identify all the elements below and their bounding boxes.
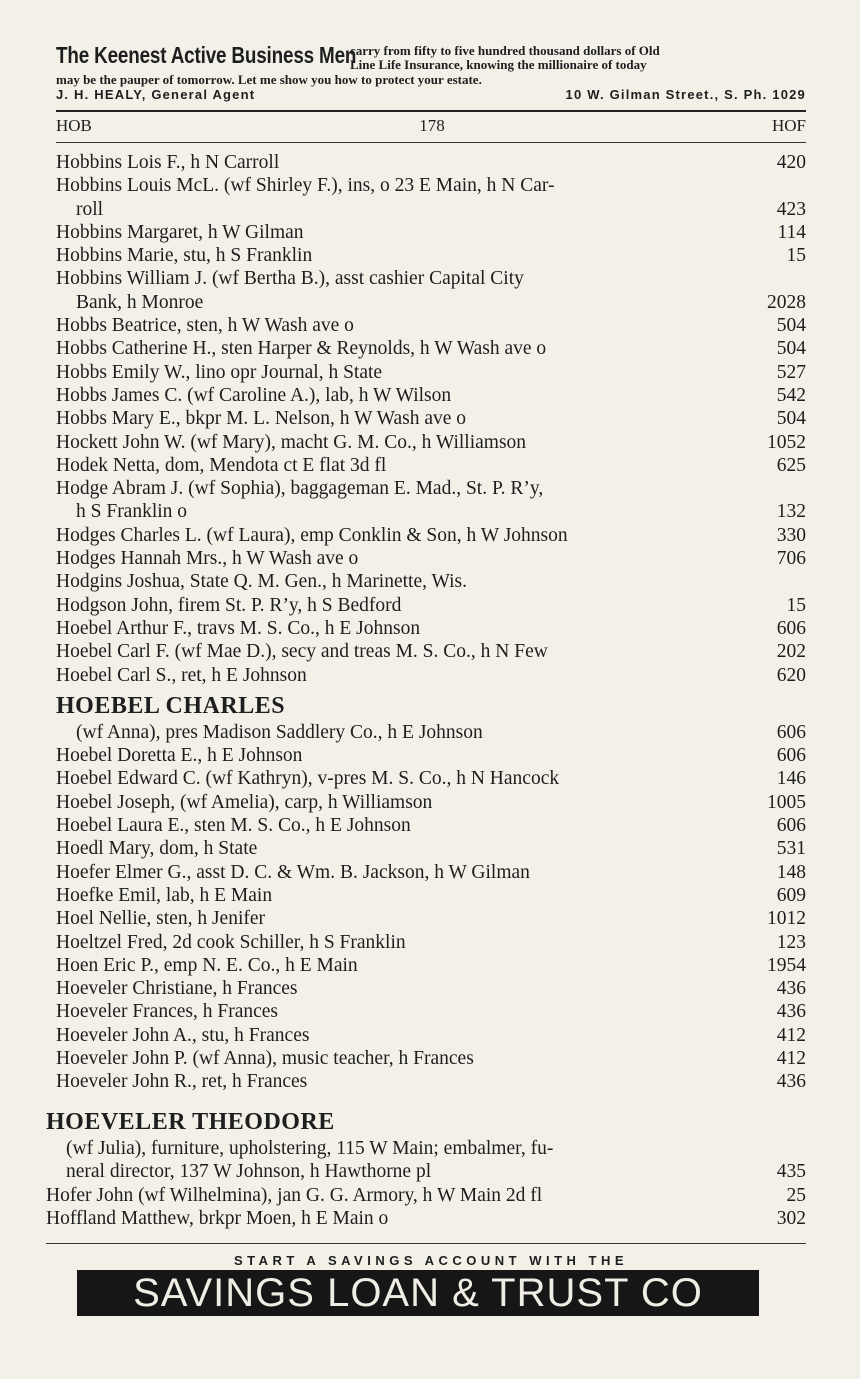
running-head-rule: [56, 142, 806, 143]
header-advertisement: [56, 40, 806, 103]
directory-entry: [46, 1207, 806, 1230]
entry-number: 504: [776, 338, 806, 360]
entry-text: Hodgins Joshua, State Q. M. Gen., h Marinette, Wis.: [56, 571, 468, 593]
entry-number: 1954: [767, 954, 806, 976]
entry-text: Hobbins Marie, stu, h S Franklin: [56, 245, 313, 267]
directory-entry: [56, 721, 806, 744]
directory-entry: [56, 931, 806, 954]
directory-entry: [56, 384, 806, 407]
entry-number: 706: [776, 548, 806, 570]
ad-text-line-2: Line Life Insurance, knowing the millionaire of today: [350, 57, 647, 72]
entry-number: 15: [786, 245, 806, 267]
entry-text: Hodek Netta, dom, Mendota ct E flat 3d fl: [56, 454, 387, 476]
entry-text: Hobbs Mary E., bkpr M. L. Nelson, h W Wash ave o: [56, 408, 467, 430]
directory-entry: [56, 1024, 806, 1047]
directory-entry: [56, 744, 806, 767]
footer-ad-banner-text: SAVINGS LOAN & TRUST CO: [133, 1270, 703, 1315]
directory-entry: [46, 1137, 806, 1160]
directory-heading: [56, 687, 806, 721]
guide-word-right: HOF: [771, 116, 806, 135]
entry-number: 15: [786, 594, 806, 616]
entry-text: Hoedl Mary, dom, h State: [56, 838, 258, 860]
entry-text: Hoebel Doretta E., h E Johnson: [56, 745, 303, 767]
directory-entries: [56, 151, 806, 1094]
directory-entry: [46, 1184, 806, 1207]
directory-entry: [56, 977, 806, 1000]
entry-text: Hoffland Matthew, brkpr Moen, h E Main o: [46, 1207, 389, 1229]
directory-entry: [56, 198, 806, 221]
directory-entry: [56, 570, 806, 593]
entry-number: 436: [776, 1071, 806, 1093]
entry-number: 531: [776, 838, 806, 860]
entry-text: Hodges Hannah Mrs., h W Wash ave o: [56, 548, 359, 570]
entry-number: 504: [776, 408, 806, 430]
entry-number: 435: [776, 1161, 806, 1183]
directory-entry: [56, 1047, 806, 1070]
entry-number: 412: [776, 1047, 806, 1069]
entry-text: Hoen Eric P., emp N. E. Co., h E Main: [56, 954, 358, 976]
ad-slogan: The Keenest Active Business Men: [56, 42, 357, 68]
entry-text: Hobbins William J. (wf Bertha B.), asst cashier Capital City: [56, 268, 524, 290]
entry-number: 146: [776, 768, 806, 790]
directory-entry: [56, 291, 806, 314]
entry-text: Bank, h Monroe: [76, 291, 204, 313]
entry-number: 412: [776, 1024, 806, 1046]
entry-text: Hockett John W. (wf Mary), macht G. M. Co., h Williamson: [56, 431, 527, 453]
entry-number: 527: [776, 361, 806, 383]
directory-entry: [56, 500, 806, 523]
entry-number: 609: [776, 884, 806, 906]
directory-entry: [56, 244, 806, 267]
directory-entry: [56, 954, 806, 977]
entry-text: Hoeveler Frances, h Frances: [56, 1001, 278, 1023]
entry-text: Hoefer Elmer G., asst D. C. & Wm. B. Jackson, h W Gilman: [56, 861, 530, 883]
directory-entry: [56, 1000, 806, 1023]
entry-number: 1005: [767, 791, 806, 813]
entry-number: 606: [776, 745, 806, 767]
entry-number: 148: [776, 861, 806, 883]
entry-text: Hodges Charles L. (wf Laura), emp Conklin & Son, h W Johnson: [56, 524, 568, 546]
running-head: [56, 116, 806, 136]
entry-text: Hoeveler John A., stu, h Frances: [56, 1024, 310, 1046]
footer-rule: [46, 1243, 806, 1244]
entry-text: h S Franklin o: [76, 501, 188, 523]
entry-text: Hobbins Lois F., h N Carroll: [56, 152, 280, 173]
entry-number: 25: [786, 1184, 806, 1206]
entry-number: 123: [776, 931, 806, 953]
entry-text: Hoebel Laura E., sten M. S. Co., h E Johnson: [56, 815, 411, 837]
entry-text: Hoel Nellie, sten, h Jenifer: [56, 908, 266, 930]
directory-entry: [56, 361, 806, 384]
entry-number: 330: [776, 524, 806, 546]
directory-entry: [56, 407, 806, 430]
directory-entry: [56, 884, 806, 907]
entry-text: Hoeveler John R., ret, h Frances: [56, 1071, 308, 1093]
entry-text: Hofer John (wf Wilhelmina), jan G. G. Armory, h W Main 2d fl: [46, 1184, 543, 1206]
ad-address: 10 W. Gilman Street., S. Ph. 1029: [565, 87, 806, 102]
entry-number: 420: [776, 152, 806, 173]
directory-entry: [56, 221, 806, 244]
entry-number: 132: [776, 501, 806, 523]
entry-number: 202: [776, 641, 806, 663]
entry-text: Hobbins Louis McL. (wf Shirley F.), ins, o 23 E Main, h N Car-: [56, 175, 555, 197]
entry-number: 606: [776, 617, 806, 639]
entry-text: neral director, 137 W Johnson, h Hawthorne pl: [66, 1161, 432, 1183]
directory-entry: [56, 524, 806, 547]
page-number: 178: [419, 116, 445, 135]
entry-number: 625: [776, 454, 806, 476]
directory-entry: [56, 767, 806, 790]
footer-ad-tagline: START A SAVINGS ACCOUNT WITH THE: [233, 1253, 629, 1268]
directory-entry: [56, 174, 806, 197]
header-rule: [56, 110, 806, 112]
entry-number: 606: [776, 721, 806, 743]
entry-number: 436: [776, 978, 806, 1000]
entry-text: Hobbs James C. (wf Caroline A.), lab, h W Wilson: [56, 384, 452, 406]
entry-number: 1052: [767, 431, 806, 453]
guide-word-left: HOB: [56, 116, 92, 135]
entry-text: Hoebel Joseph, (wf Amelia), carp, h Williamson: [56, 791, 433, 813]
entry-text: HOEVELER THEODORE: [46, 1109, 335, 1135]
entry-text: Hobbins Margaret, h W Gilman: [56, 221, 304, 243]
ad-agent: J. H. HEALY, General Agent: [56, 87, 256, 102]
entry-text: roll: [76, 198, 104, 220]
entry-number: 436: [776, 1001, 806, 1023]
directory-entry: [56, 1070, 806, 1093]
directory-entry: [56, 791, 806, 814]
entry-number: 606: [776, 815, 806, 837]
entry-number: 423: [776, 198, 806, 220]
directory-entry: [56, 337, 806, 360]
entry-text: Hoeveler Christiane, h Frances: [56, 978, 298, 1000]
entry-text: Hobbs Catherine H., sten Harper & Reynolds, h W Wash ave o: [56, 338, 547, 360]
directory-entry: [56, 431, 806, 454]
directory-entry: [56, 640, 806, 663]
entry-text: Hoebel Carl S., ret, h E Johnson: [56, 664, 307, 686]
directory-entry: [56, 314, 806, 337]
entry-text: Hobbs Emily W., lino opr Journal, h State: [56, 361, 383, 383]
entry-number: 302: [776, 1207, 806, 1229]
directory-entry: [56, 664, 806, 687]
entry-number: 1012: [767, 908, 806, 930]
entry-text: Hoebel Arthur F., travs M. S. Co., h E Johnson: [56, 617, 421, 639]
ad-text-line-3: may be the pauper of tomorrow. Let me show you how to protect your estate.: [56, 72, 482, 87]
entry-number: 620: [776, 664, 806, 686]
entry-text: Hoebel Carl F. (wf Mae D.), secy and treas M. S. Co., h N Few: [56, 641, 548, 663]
entry-number: 542: [776, 384, 806, 406]
entry-text: Hoebel Edward C. (wf Kathryn), v-pres M. S. Co., h N Hancock: [56, 768, 560, 790]
entry-number: 504: [776, 315, 806, 337]
entry-text: Hoeveler John P. (wf Anna), music teacher, h Frances: [56, 1047, 474, 1069]
directory-entry: [56, 617, 806, 640]
entry-text: HOEBEL CHARLES: [56, 692, 286, 719]
directory-entry: [56, 151, 806, 174]
entry-text: Hoefke Emil, lab, h E Main: [56, 884, 273, 906]
entry-text: Hoeltzel Fred, 2d cook Schiller, h S Franklin: [56, 931, 406, 953]
ad-text-line-1: carry from fifty to five hundred thousand dollars of Old: [350, 43, 660, 58]
directory-entry: [56, 477, 806, 500]
directory-entry: [56, 907, 806, 930]
directory-entry: [56, 861, 806, 884]
directory-entry: [56, 547, 806, 570]
directory-entry: [46, 1160, 806, 1183]
directory-entry: [56, 267, 806, 290]
entry-number: 114: [777, 221, 806, 243]
directory-entry: [56, 454, 806, 477]
entry-text: Hodge Abram J. (wf Sophia), baggageman E. Mad., St. P. R’y,: [56, 478, 544, 500]
entry-text: Hobbs Beatrice, sten, h W Wash ave o: [56, 315, 354, 337]
directory-entries-continued: [46, 1103, 806, 1230]
entry-text: Hodgson John, firem St. P. R’y, h S Bedford: [56, 594, 402, 616]
directory-entry: [56, 594, 806, 617]
directory-entry: [56, 814, 806, 837]
directory-heading: [46, 1103, 806, 1137]
entry-text: (wf Anna), pres Madison Saddlery Co., h E Johnson: [76, 721, 483, 743]
entry-number: 2028: [767, 291, 806, 313]
footer-ad-banner: [77, 1270, 759, 1316]
entry-text: (wf Julia), furniture, upholstering, 115 W Main; embalmer, fu-: [66, 1138, 554, 1159]
directory-entry: [56, 837, 806, 860]
